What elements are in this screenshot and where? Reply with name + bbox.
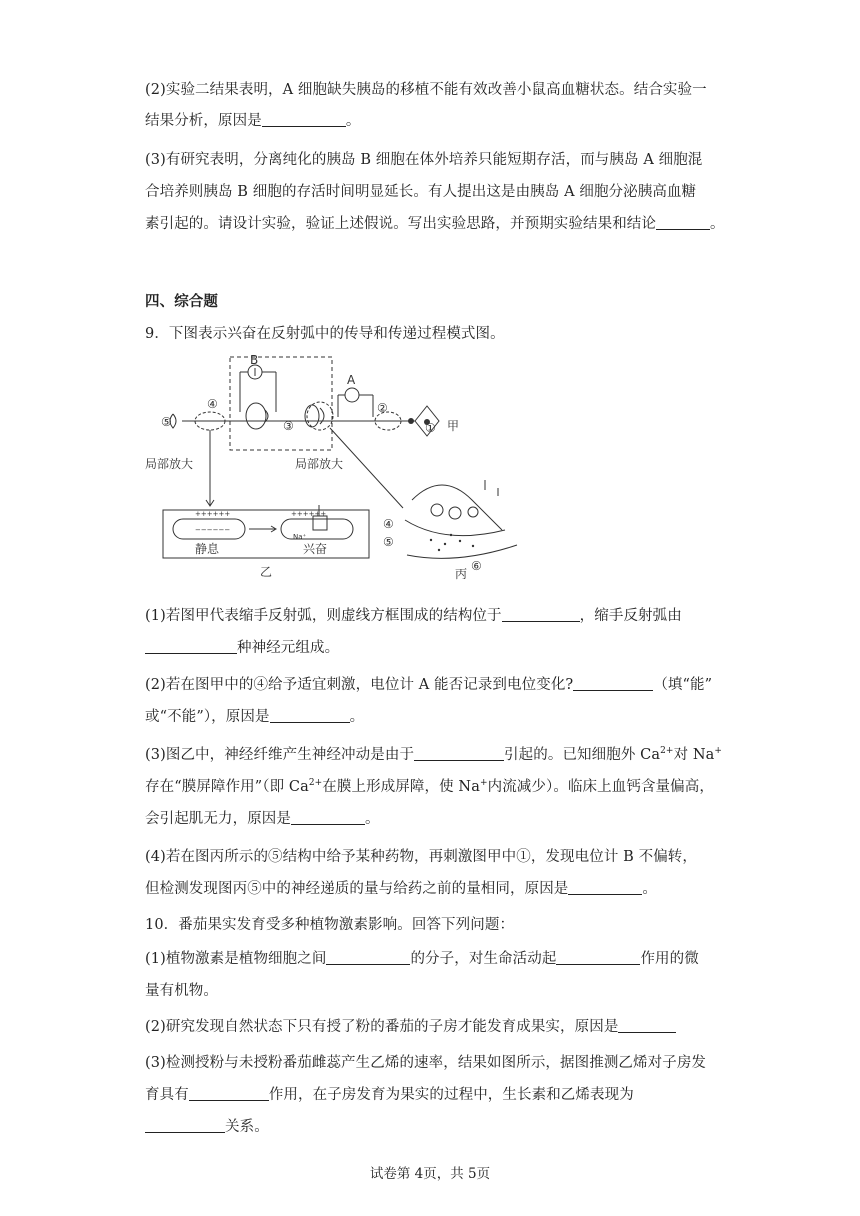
q10-p2-line1: (2)研究发现自然状态下只有授了粉的番茄的子房才能发育成果实，原因是 [145, 1015, 676, 1036]
label-circ3: ③ [283, 419, 294, 433]
answer-blank[interactable] [568, 880, 642, 895]
label-circ4b: ④ [383, 517, 394, 531]
label-B: B [250, 353, 259, 367]
label-enlarge-left: 局部放大 [145, 457, 194, 471]
answer-blank[interactable] [573, 676, 653, 691]
q10-p1-line2: 量有机物。 [145, 983, 218, 999]
q8-p2-line1: (2)实验二结果表明，A 细胞缺失胰岛的移植不能有效改善小鼠高血糖状态。结合实验一 [145, 82, 707, 98]
q8-p3-line3: 素引起的。请设计实验，验证上述假说。写出实验思路，并预期实验结果和结论 。 [145, 216, 725, 232]
answer-blank[interactable] [291, 810, 365, 825]
q9-p3-line2: 存在“膜屏障作用”（即 $Ca^{2+}$在膜上形成屏障，使 Na+内流减少）。临床上血钙含量偏高， [145, 778, 714, 795]
q9-p3-line1: (3)图乙中，神经纤维产生神经冲动是由于 引起的。已知细胞外 $Ca^{2+}$对 Na+ [145, 746, 723, 763]
section-heading: 四、综合题 [145, 293, 218, 310]
q9-stem: 9．下图表示兴奋在反射弧中的传导和传递过程模式图。 [145, 326, 505, 342]
label-circ2: ② [377, 401, 388, 415]
label-jia: 甲 [447, 419, 460, 433]
answer-blank[interactable] [262, 112, 346, 127]
q9-p1-line2: 种神经元组成。 [145, 636, 339, 657]
q9-p3-line3: 会引起肌无力，原因是 。 [145, 811, 380, 827]
answer-blank[interactable] [145, 1118, 225, 1133]
answer-blank[interactable] [656, 215, 710, 230]
reflex-arc-diagram [145, 350, 485, 590]
label-circ6: ⑥ [471, 559, 482, 573]
q9-p2-line2: 或“不能”），原因是 。 [145, 709, 365, 725]
label-circ4: ④ [207, 397, 218, 411]
dashed-box [230, 357, 332, 450]
q10-p3-line2: 育具有 作用，在子房发育为果实的过程中，生长素和乙烯表现为 [145, 1087, 634, 1103]
q10-p3-line1: (3)检测授粉与未授粉番茄雌蕊产生乙烯的速率，结果如图所示，据图推测乙烯对子房发 [145, 1055, 707, 1071]
answer-blank[interactable] [270, 708, 350, 723]
q10-stem: 10．番茄果实发育受多种植物激素影响。回答下列问题： [145, 917, 515, 933]
plus-signs-rest: ++++++ [195, 510, 231, 518]
label-excited: 兴奋 [303, 542, 328, 556]
label-rest: 静息 [195, 542, 220, 556]
q9-p4-line2: 但检测发现图丙⑤中的神经递质的量与给药之前的量相同，原因是 。 [145, 881, 658, 897]
label-A: A [347, 373, 356, 387]
q8-p3-line2: 合培养则胰岛 B 细胞的存活时间明显延长。有人提出这是由胰岛 A 细胞分泌胰高血糖 [145, 184, 697, 200]
q8-p2-line2: 结果分析，原因是 。 [145, 113, 361, 129]
plus-signs-excited: ++++++ [291, 510, 327, 518]
q10-p3-line3: 关系。 [145, 1115, 269, 1136]
label-yi: 乙 [260, 565, 273, 579]
label-bing: 丙 [455, 567, 468, 581]
label-circ5b: ⑤ [383, 535, 394, 549]
answer-blank[interactable] [189, 1086, 269, 1101]
label-circ1: ① [425, 421, 436, 435]
label-enlarge-right: 局部放大 [295, 457, 344, 471]
answer-blank[interactable] [556, 950, 640, 965]
answer-blank[interactable] [414, 746, 504, 761]
answer-blank[interactable] [326, 950, 410, 965]
na-label: Na⁺ [293, 533, 307, 541]
minus-signs-rest: −−−−−− [195, 526, 231, 534]
q10-p1-line1: (1)植物激素是植物细胞之间 的分子，对生命活动起 作用的微 [145, 951, 699, 967]
answer-blank[interactable] [618, 1018, 676, 1033]
label-circ5: ⑤ [161, 415, 172, 429]
page-footer: 试卷第 4页，共 5页 [369, 1166, 491, 1182]
q9-p2-line1: (2)若在图甲中的④给予适宜刺激，电位计 A 能否记录到电位变化? （填“能” [145, 677, 713, 693]
q8-p3-line1: (3)有研究表明，分离纯化的胰岛 B 细胞在体外培养只能短期存活，而与胰岛 A 细胞混 [145, 152, 703, 168]
answer-blank[interactable] [145, 639, 237, 654]
q9-p4-line1: (4)若在图丙所示的⑤结构中给予某种药物，再刺激图甲中①，发现电位计 B 不偏转， [145, 849, 698, 865]
answer-blank[interactable] [502, 607, 580, 622]
q9-p1-line1: (1)若图甲代表缩手反射弧，则虚线方框围成的结构位于 ，缩手反射弧由 [145, 608, 682, 624]
